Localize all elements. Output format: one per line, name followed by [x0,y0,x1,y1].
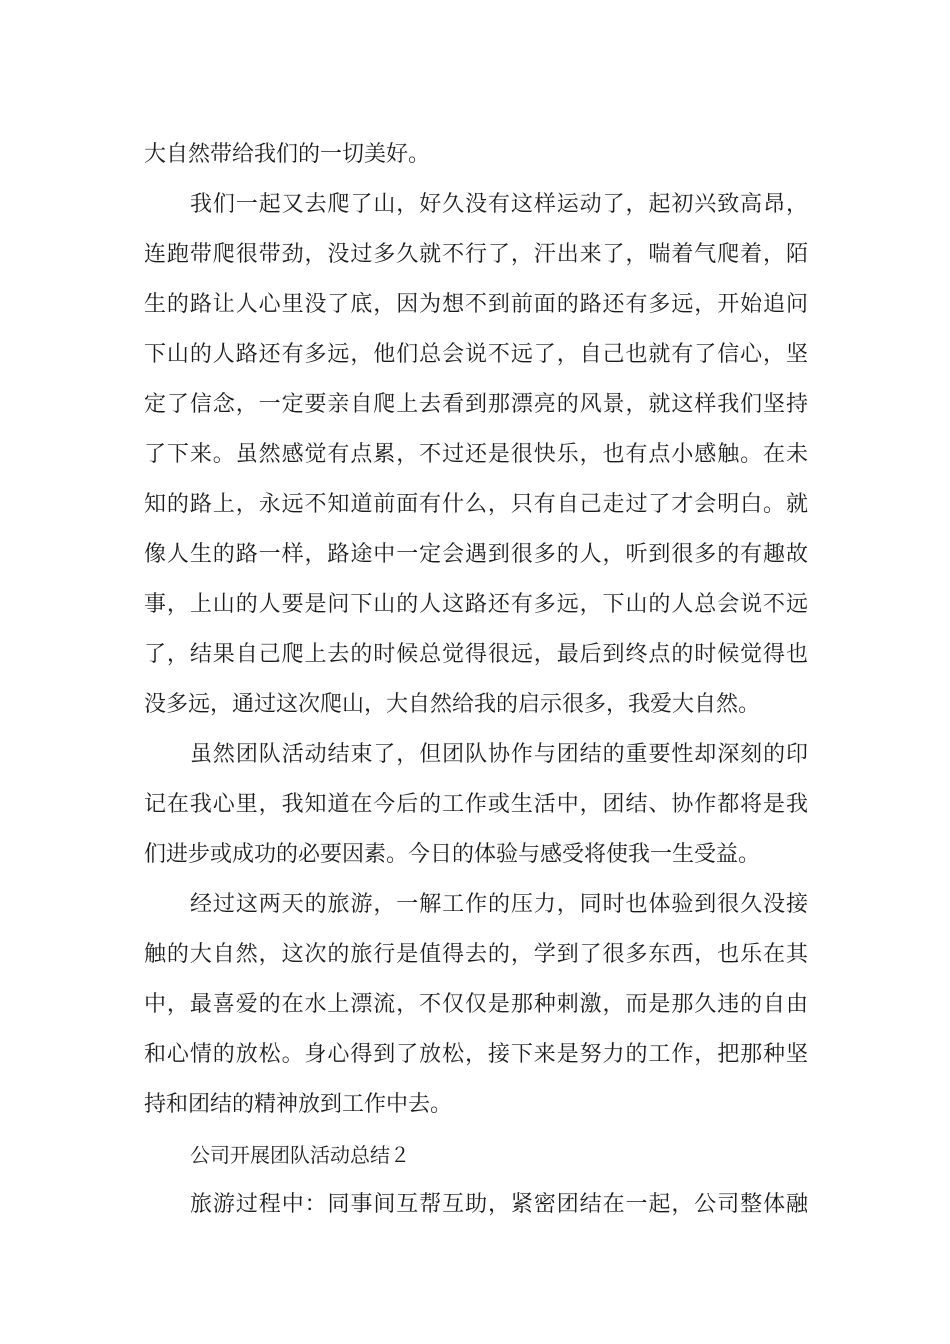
text-line: 我们一起又去爬了山，好久没有这样运动了，起初兴致高昂， [190,192,808,217]
text-line: 了，结果自己爬上去的时候总觉得很远，最后到终点的时候觉得也 [144,642,808,667]
text-line: 经过这两天的旅游，一解工作的压力，同时也体验到很久没接 [190,892,808,917]
text-line: 记在我心里，我知道在今后的工作或生活中，团结、协作都将是我 [144,792,808,817]
text-line: 们进步或成功的必要因素。今日的体验与感受将使我一生受益。 [144,842,761,867]
text-line: 生的路让人心里没了底，因为想不到前面的路还有多远，开始追问 [144,292,808,317]
section-heading [144,1130,808,1180]
text-line: 事，上山的人要是问下山的人这路还有多远，下山的人总会说不远 [144,592,808,617]
paragraph-travel [144,880,808,1130]
text-line: 和心情的放松。身心得到了放松，接下来是努力的工作，把那种坚 [144,1042,808,1067]
paragraph-teamwork [144,730,808,880]
paragraph-travel-process [144,1180,808,1230]
heading-text: 公司开展团队活动总结２ [190,1143,410,1167]
text-line: 虽然团队活动结束了，但团队协作与团结的重要性却深刻的印 [190,742,808,767]
text-line: 没多远，通过这次爬山，大自然给我的启示很多，我爱大自然。 [144,692,761,717]
text-line: 大自然带给我们的一切美好。 [144,142,431,167]
text-line: 持和团结的精神放到工作中去。 [144,1092,453,1117]
text-line: 下山的人路还有多远，他们总会说不远了，自己也就有了信心，坚 [144,342,808,367]
paragraph-continuation [144,130,808,180]
text-line: 了下来。虽然感觉有点累，不过还是很快乐，也有点小感触。在未 [144,442,808,467]
text-line: 定了信念，一定要亲自爬上去看到那漂亮的风景，就这样我们坚持 [144,392,808,417]
text-line: 知的路上，永远不知道前面有什么，只有自己走过了才会明白。就 [144,492,808,517]
text-line: 旅游过程中：同事间互帮互助，紧密团结在一起，公司整体融 [190,1192,808,1217]
text-line: 触的大自然，这次的旅行是值得去的，学到了很多东西，也乐在其 [144,942,808,967]
paragraph-mountain-climb [144,180,808,730]
text-line: 中，最喜爱的在水上漂流，不仅仅是那种刺激，而是那久违的自由 [144,992,808,1017]
document-body [144,130,808,1230]
text-line: 连跑带爬很带劲，没过多久就不行了，汗出来了，喘着气爬着，陌 [144,242,808,267]
text-line: 像人生的路一样，路途中一定会遇到很多的人，听到很多的有趣故 [144,542,808,567]
